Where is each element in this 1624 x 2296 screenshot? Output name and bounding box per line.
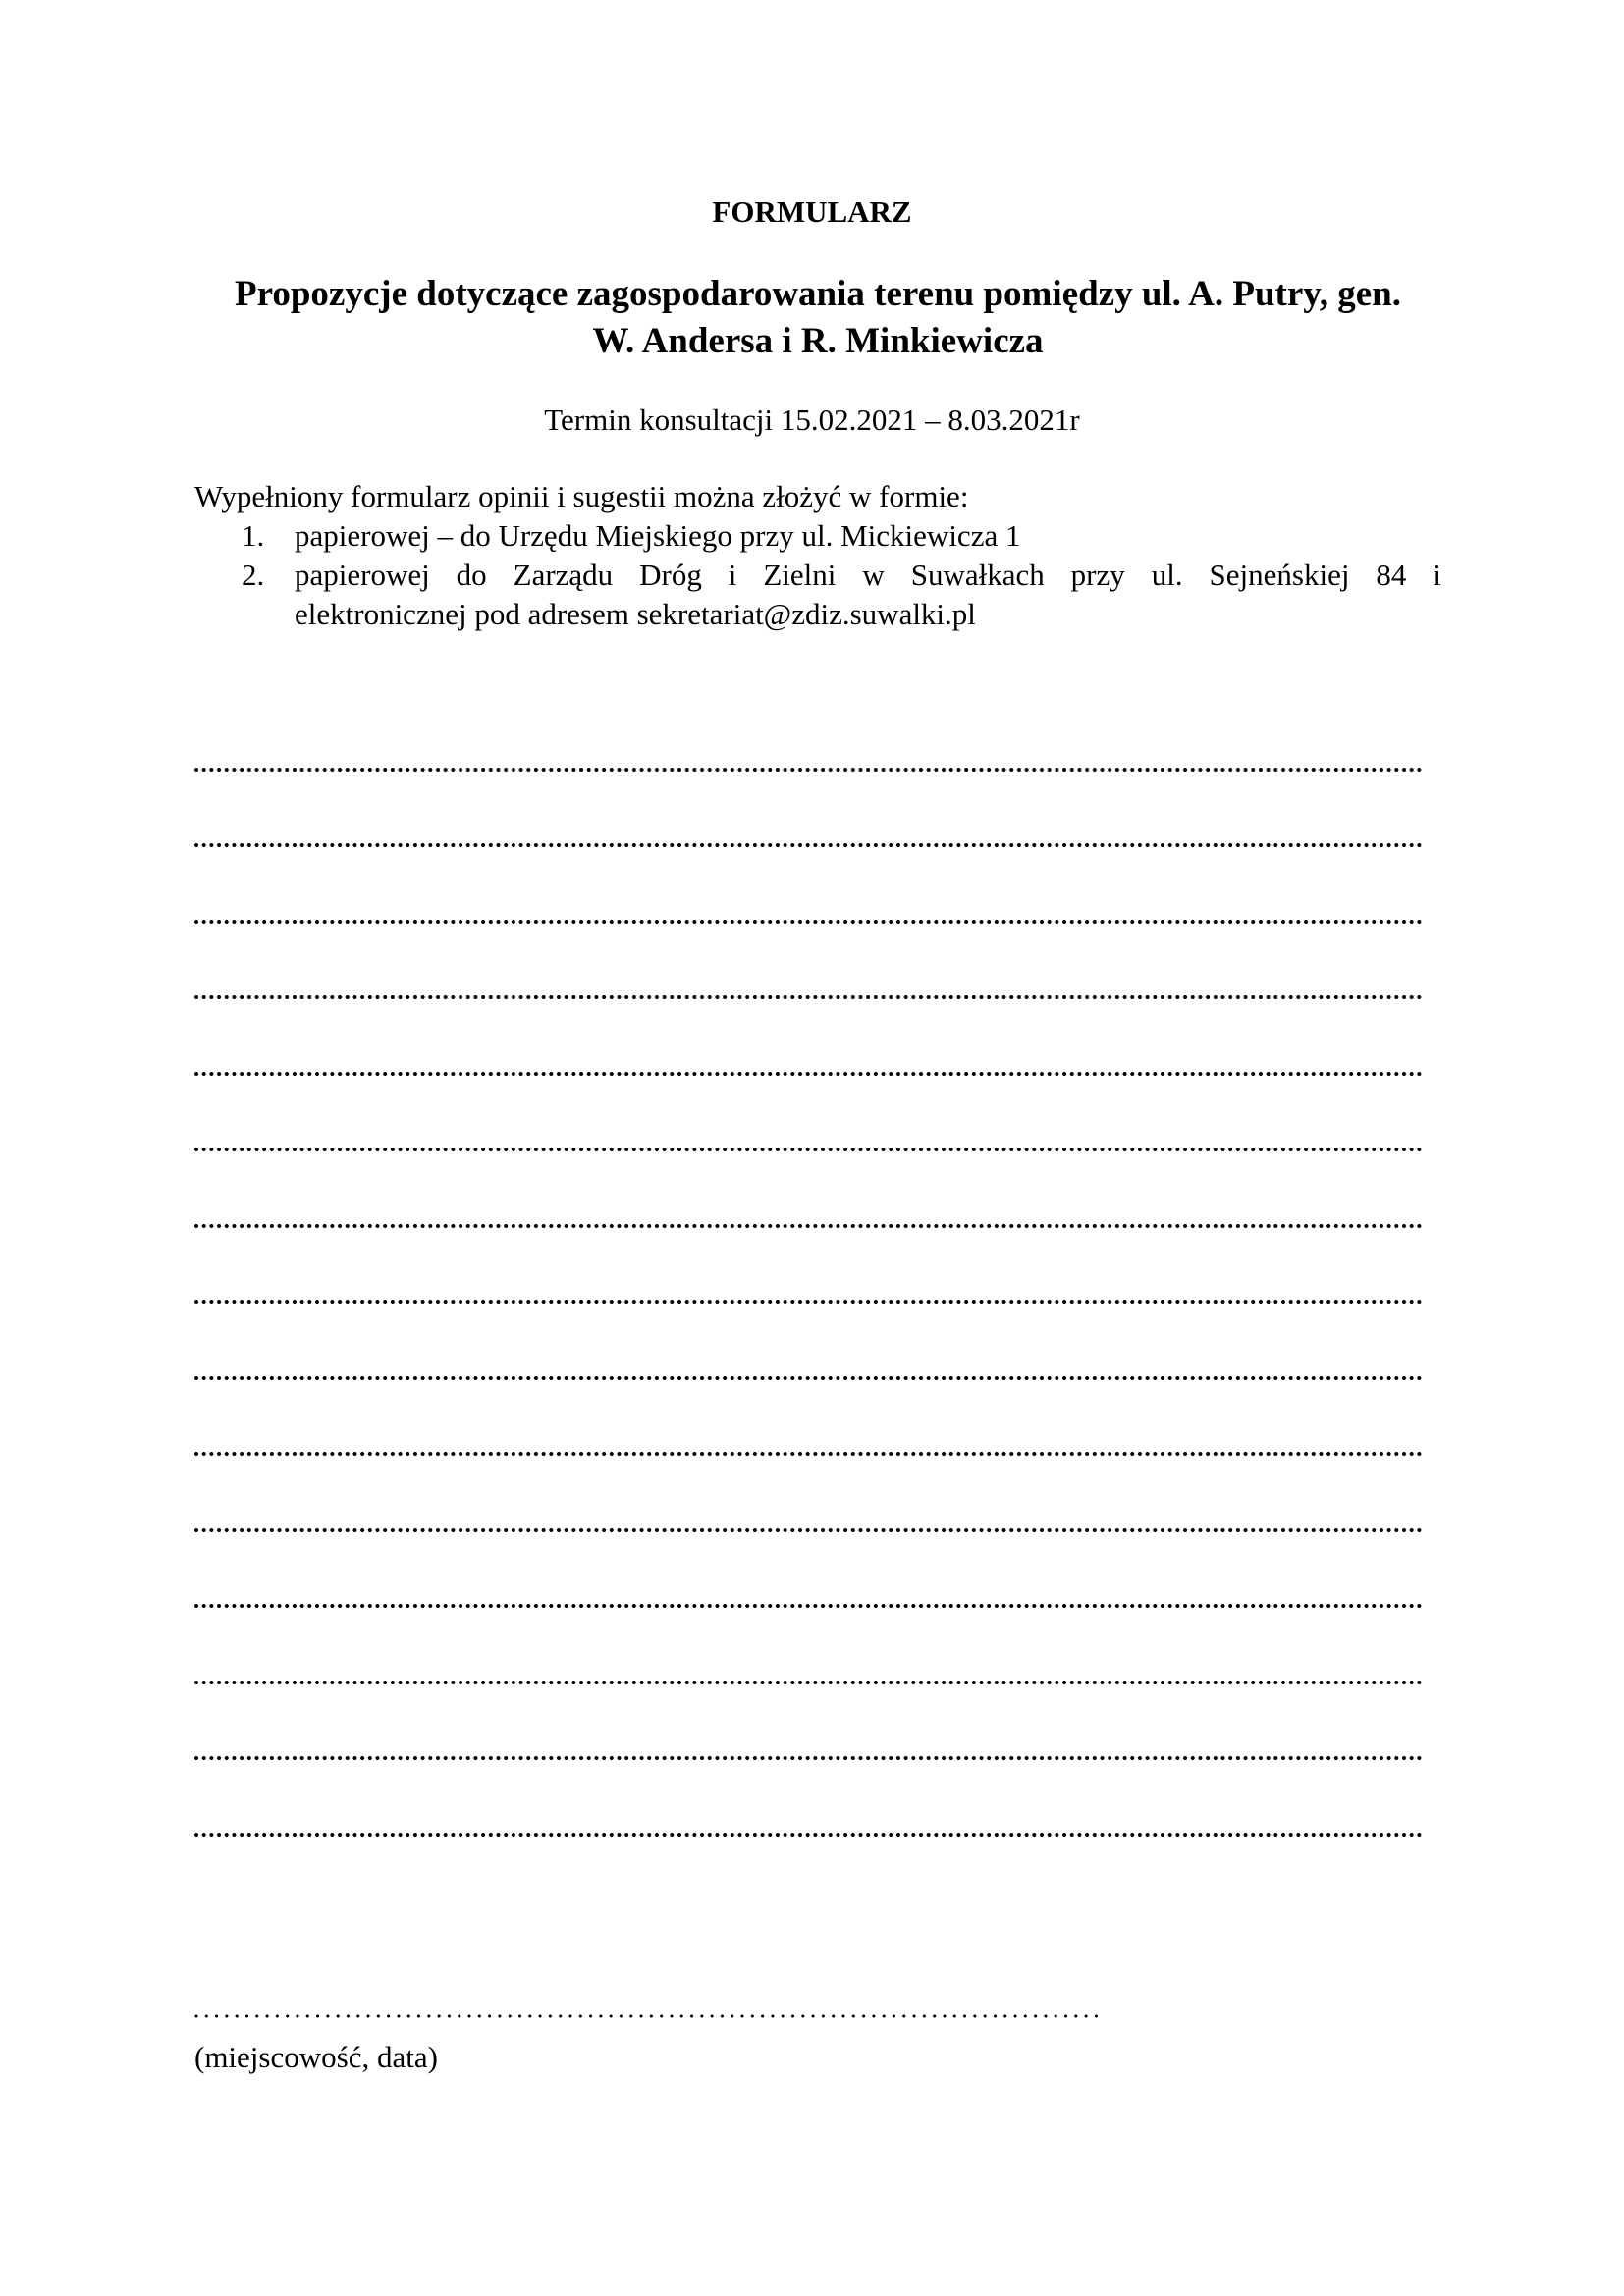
answer-line[interactable] xyxy=(194,1540,1422,1617)
consultation-term: Termin konsultacji 15.02.2021 – 8.03.2021r xyxy=(544,402,1080,437)
answer-line[interactable] xyxy=(194,932,1422,1008)
answer-line[interactable] xyxy=(194,1768,1422,1844)
answer-line[interactable] xyxy=(194,1616,1422,1692)
answer-line[interactable] xyxy=(194,1464,1422,1540)
option-text: papierowej – do Urzędu Miejskiego przy ul. Mickiewicza 1 xyxy=(295,518,1021,553)
submission-option-1 xyxy=(194,516,1441,556)
answer-line[interactable] xyxy=(194,1007,1422,1084)
answer-area[interactable] xyxy=(194,703,1422,1844)
option-number: 1. xyxy=(242,518,265,553)
submission-option-2 xyxy=(194,556,1441,634)
form-title xyxy=(147,271,1489,365)
answer-line[interactable] xyxy=(194,1084,1422,1160)
option-text-continued: elektronicznej pod adresem sekretariat@zdiz.suwalki.pl xyxy=(295,597,976,631)
answer-line[interactable] xyxy=(194,703,1422,779)
submission-options xyxy=(194,516,1441,634)
answer-line[interactable] xyxy=(194,855,1422,932)
answer-line[interactable] xyxy=(194,1692,1422,1769)
place-date-line[interactable] xyxy=(194,2014,1103,2018)
answer-line[interactable] xyxy=(194,779,1422,856)
answer-line[interactable] xyxy=(194,1311,1422,1388)
form-title-line-1: Propozycje dotyczące zagospodarowania terenu pomiędzy ul. A. Putry, gen. xyxy=(234,274,1401,314)
option-text: papierowej do Zarządu Dróg i Zielni w Suwałkach przy ul. Sejneńskiej 84 i xyxy=(295,558,1441,592)
option-number: 2. xyxy=(242,558,265,592)
form-label: FORMULARZ xyxy=(712,194,912,229)
submission-intro: Wypełniony formularz opinii i sugestii można złożyć w formie: xyxy=(194,479,969,513)
answer-line[interactable] xyxy=(194,1159,1422,1236)
form-title-line-2: W. Andersa i R. Minkiewicza xyxy=(592,321,1044,361)
answer-line[interactable] xyxy=(194,1236,1422,1312)
answer-line[interactable] xyxy=(194,1388,1422,1465)
place-date-caption: (miejscowość, data) xyxy=(194,2040,438,2074)
